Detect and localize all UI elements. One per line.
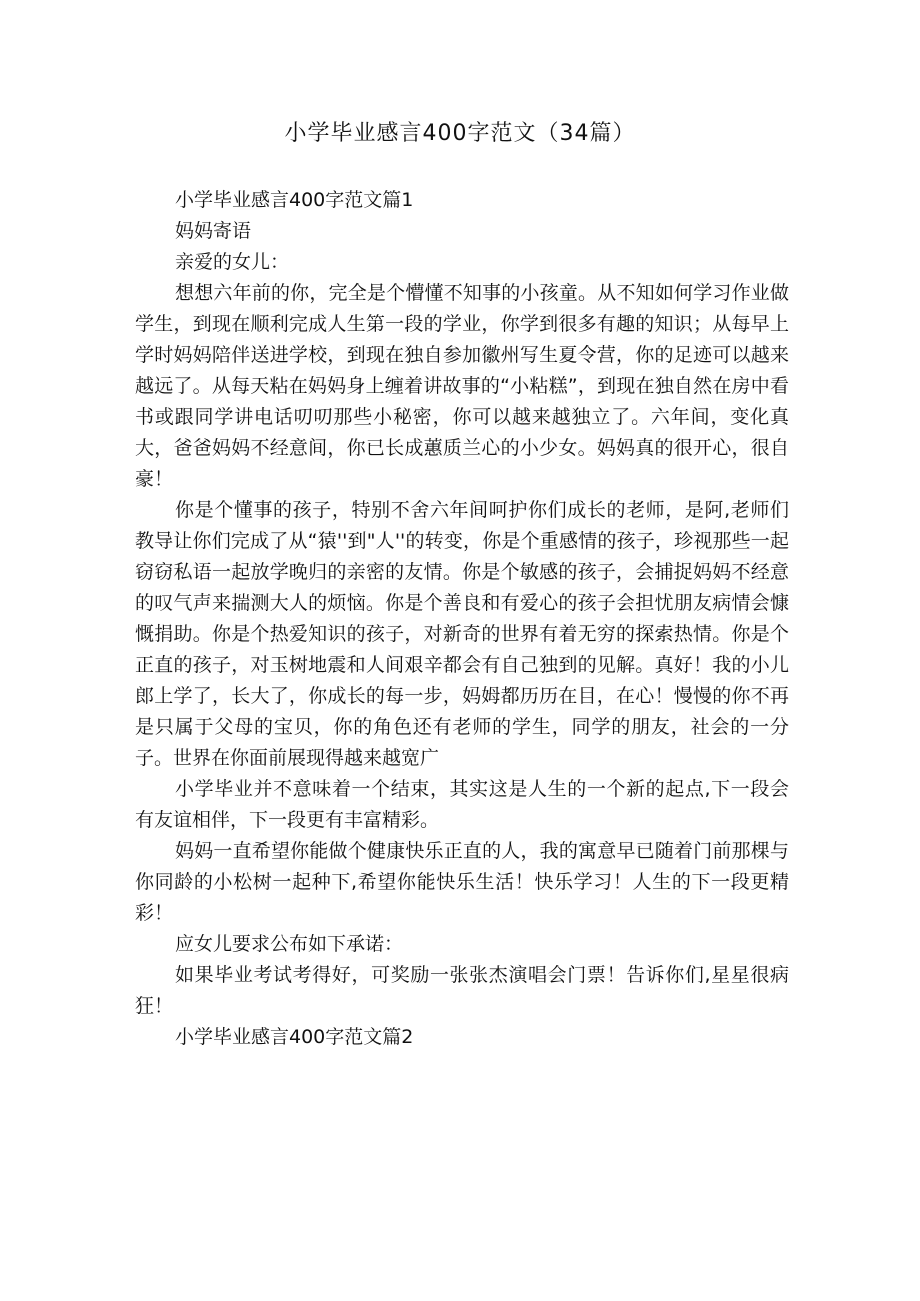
letter-salutation: 亲爱的女儿：: [175, 251, 290, 273]
paragraph: 你是个懂事的孩子，特别不舍六年间呵护你们成长的老师，是阿,老师们教导让你们完成了从“猿''到"人''的转变，你是个重感情的孩子，珍视那些一起窃窃私语一起放学晚归的亲密的友情。你是个敏感的孩子，会捕捉妈妈不经意的叹气声来揣测大人的烦恼。你是个善良和有爱心的孩子会担忧朋友病情会慷慨捐助。你是个热爱知识的孩子，对新奇的世界有着无穷的探索热情。你是个正直的孩子，对玉树地震和人间艰辛都会有自己独到的见解。真好！我的小儿郎上学了，长大了，你成长的每一步，妈姆都历历在目，在心！慢慢的你不再是只属于父母的宝贝，你的角色还有老师的学生，同学的朋友，社会的一分子。世界在你面前展现得越来越宽广: [135, 499, 789, 769]
paragraph: 想想六年前的你，完全是个懵懂不知事的小孩童。从不知如何学习作业做学生，到现在顺利完成人生第一段的学业，你学到很多有趣的知识；从每早上学时妈妈陪伴送进学校，到现在独自参加徽州写生夏令营，你的足迹可以越来越远了。从每天粘在妈妈身上缠着讲故事的“小粘糕”，到现在独自然在房中看书或跟同学讲电话叨叨那些小秘密，你可以越来越独立了。六年间，变化真大，爸爸妈妈不经意间，你已长成蕙质兰心的小少女。妈妈真的很开心，很自豪！: [135, 282, 789, 490]
paragraph: 应女儿要求公布如下承诺：: [175, 933, 404, 955]
letter-heading: 妈妈寄语: [175, 220, 252, 242]
paragraph: 小学毕业并不意味着一个结束，其实这是人生的一个新的起点,下一段会有友谊相伴，下一段更有丰富精彩。: [135, 778, 789, 831]
paragraph: 妈妈一直希望你能做个健康快乐正直的人，我的寓意早已随着门前那棵与你同龄的小松树一起种下,希望你能快乐生活！快乐学习！人生的下一段更精彩！: [135, 840, 789, 924]
document-title: 小学毕业感言400字范文（34篇）: [284, 121, 636, 146]
section-heading-2: 小学毕业感言400字范文篇2: [175, 1026, 414, 1048]
section-heading-1: 小学毕业感言400字范文篇1: [175, 189, 414, 211]
paragraph: 如果毕业考试考得好，可奖励一张张杰演唱会门票！告诉你们,星星很病狂！: [135, 964, 789, 1017]
document-body: [135, 185, 789, 1053]
